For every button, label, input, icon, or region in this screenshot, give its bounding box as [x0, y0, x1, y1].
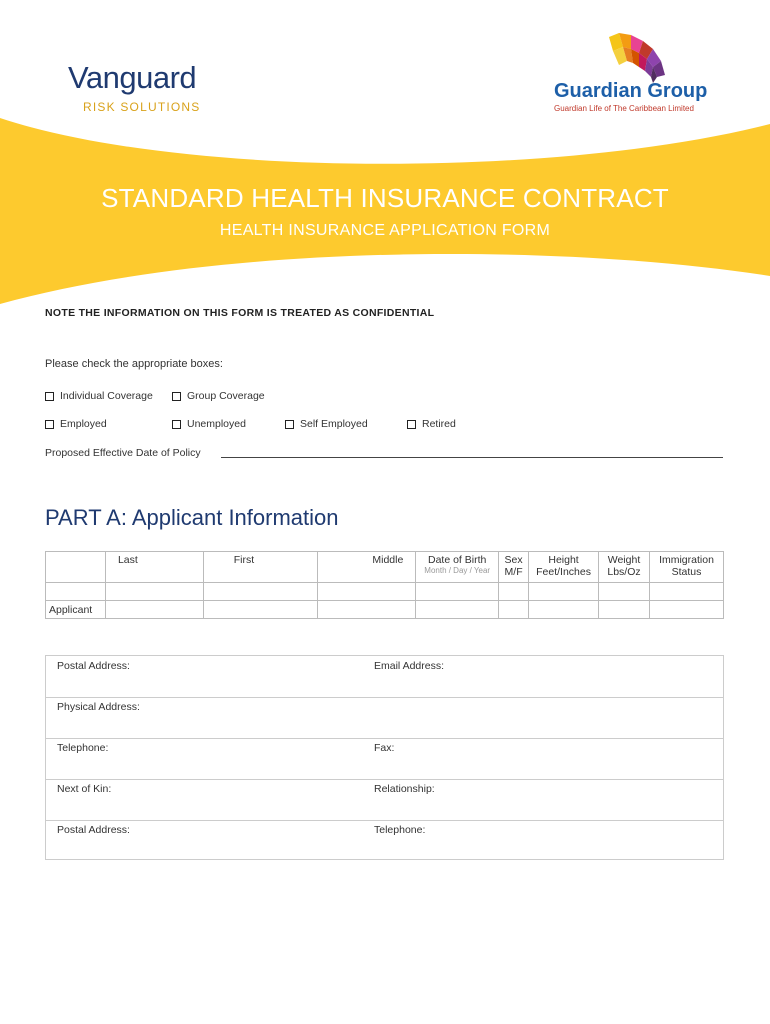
checkbox-label: Unemployed [187, 418, 246, 430]
next-of-kin-label: Next of Kin: [57, 783, 112, 795]
table-cell [46, 583, 106, 601]
checkbox-label: Self Employed [300, 418, 368, 430]
checkbox-icon[interactable] [45, 392, 54, 401]
sex-header [499, 552, 529, 583]
retired-checkbox[interactable] [407, 418, 456, 430]
form-title: STANDARD HEALTH INSURANCE CONTRACT [101, 183, 669, 213]
individual-coverage-checkbox[interactable] [45, 390, 153, 402]
table-row [46, 583, 724, 601]
next-of-kin-row[interactable] [46, 779, 723, 821]
guardian-logo: Guardian Group [554, 80, 708, 102]
sex-cell[interactable] [499, 583, 529, 601]
sex-header-hint: M/F [504, 566, 523, 578]
postal-address-label: Postal Address: [57, 660, 130, 672]
kin-postal-address-label: Postal Address: [57, 824, 130, 836]
kin-contact-row[interactable] [46, 820, 723, 859]
height-header [529, 552, 599, 583]
guardian-logo-mark-icon [595, 33, 665, 85]
relationship-label: Relationship: [374, 783, 435, 795]
dob-header-hint: Month / Day / Year [424, 566, 491, 575]
checkbox-label: Employed [60, 418, 107, 430]
dob-cell[interactable] [416, 583, 499, 601]
applicant-row-label: Applicant [46, 601, 106, 619]
effective-date-field[interactable] [221, 457, 723, 458]
height-header-label: Height [548, 554, 579, 566]
immigration-cell[interactable] [649, 583, 723, 601]
immigration-header-hint: Status [671, 566, 702, 578]
table-row [46, 601, 724, 619]
form-subtitle: HEALTH INSURANCE APPLICATION FORM [219, 222, 551, 239]
checkbox-label: Individual Coverage [60, 390, 153, 402]
height-header-hint: Feet/Inches [536, 566, 591, 578]
checkbox-label: Group Coverage [187, 390, 265, 402]
last-name-cell[interactable] [105, 583, 203, 601]
weight-cell[interactable] [599, 583, 650, 601]
dob-header-label: Date of Birth [428, 554, 487, 566]
telephone-fax-row[interactable] [46, 738, 723, 780]
confidential-note: NOTE THE INFORMATION ON THIS FORM IS TREATED AS CONFIDENTIAL [45, 307, 435, 319]
guardian-logo-subtitle: Guardian Life of The Caribbean Limited [554, 104, 694, 113]
weight-header-hint: Lbs/Oz [607, 566, 641, 578]
weight-header [599, 552, 650, 583]
email-address-label: Email Address: [374, 660, 445, 672]
sex-header-label: Sex [504, 554, 523, 566]
applicant-height-cell[interactable] [529, 601, 599, 619]
instructions-text: Please check the appropriate boxes: [45, 358, 223, 370]
checkbox-icon[interactable] [285, 420, 294, 429]
checkbox-icon[interactable] [407, 420, 416, 429]
postal-email-row[interactable] [46, 656, 723, 698]
height-cell[interactable] [529, 583, 599, 601]
checkbox-icon[interactable] [172, 392, 181, 401]
fax-label: Fax: [374, 742, 395, 754]
checkbox-icon[interactable] [172, 420, 181, 429]
physical-address-label: Physical Address: [57, 701, 140, 713]
vanguard-logo-subtitle: RISK SOLUTIONS [83, 100, 201, 114]
last-name-header: Last [105, 552, 203, 583]
checkbox-label: Retired [422, 418, 456, 430]
table-header-row [46, 552, 724, 583]
checkbox-icon[interactable] [45, 420, 54, 429]
applicant-first-cell[interactable] [203, 601, 317, 619]
first-name-header: First [203, 552, 317, 583]
applicant-middle-cell[interactable] [317, 601, 416, 619]
telephone-label: Telephone: [57, 742, 109, 754]
effective-date-label: Proposed Effective Date of Policy [45, 447, 201, 459]
applicant-dob-cell[interactable] [416, 601, 499, 619]
kin-telephone-label: Telephone: [374, 824, 426, 836]
applicant-table [45, 551, 724, 619]
applicant-last-cell[interactable] [105, 601, 203, 619]
dob-header [416, 552, 499, 583]
weight-header-label: Weight [607, 554, 641, 566]
first-name-cell[interactable] [203, 583, 317, 601]
part-a-heading: PART A: Applicant Information [45, 505, 339, 530]
self-employed-checkbox[interactable] [285, 418, 368, 430]
unemployed-checkbox[interactable] [172, 418, 246, 430]
middle-name-cell[interactable] [317, 583, 416, 601]
immigration-header [649, 552, 723, 583]
group-coverage-checkbox[interactable] [172, 390, 265, 402]
employed-checkbox[interactable] [45, 418, 107, 430]
vanguard-logo: Vanguard [68, 60, 197, 95]
applicant-immigration-cell[interactable] [649, 601, 723, 619]
contact-details-box [45, 655, 724, 860]
immigration-header-label: Immigration [659, 554, 714, 566]
applicant-sex-cell[interactable] [499, 601, 529, 619]
middle-name-header: Middle [317, 552, 416, 583]
table-corner-cell [46, 552, 106, 583]
applicant-weight-cell[interactable] [599, 601, 650, 619]
physical-address-row[interactable] [46, 697, 723, 739]
